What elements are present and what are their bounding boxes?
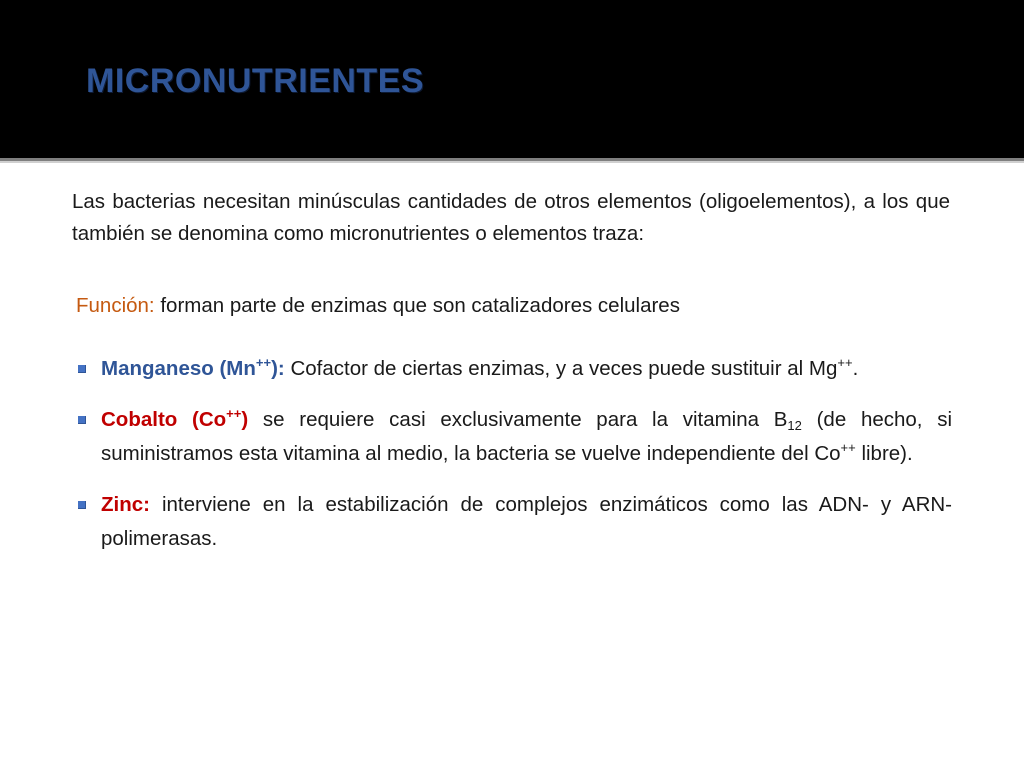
- term-manganeso: [101, 357, 285, 380]
- function-text: forman parte de enzimas que son catalizadores celulares: [160, 294, 680, 317]
- cobalto-description-b: (de hecho, si suministramos esta vitamina al medio, la bacteria se vuelve independiente del Co: [101, 408, 952, 465]
- intro-paragraph: Las bacterias necesitan minúsculas cantidades de otros elementos (oligoelementos), a los que también se denomina como micronutrientes o elementos traza:: [72, 190, 950, 245]
- cobalto-co-charge: ++: [840, 440, 856, 455]
- term-cobalto-end: ): [241, 408, 249, 431]
- slide-title: MICRONUTRIENTES: [86, 62, 425, 100]
- square-bullet-icon: [78, 501, 86, 509]
- cobalto-vitamin-sub: 12: [787, 418, 802, 433]
- cobalto-description-c: libre).: [861, 442, 913, 465]
- manganeso-description: Cofactor de ciertas enzimas, y a veces puede sustituir al Mg: [290, 357, 838, 380]
- micronutrient-list: [76, 352, 952, 573]
- term-cobalto: [101, 408, 248, 431]
- function-label: Función:: [76, 294, 155, 317]
- list-item-manganeso: [76, 352, 952, 386]
- term-manganeso-name: Manganeso (Mn: [101, 357, 256, 380]
- list-item-cobalto: [76, 403, 952, 471]
- manganeso-mg-charge: ++: [837, 355, 853, 370]
- term-cobalto-name: Cobalto (Co: [101, 408, 227, 431]
- square-bullet-icon: [78, 416, 86, 424]
- title-divider-light: [0, 161, 1024, 163]
- zinc-description: interviene en la estabilización de complejos enzimáticos como las ADN- y ARN-polimerasas.: [101, 493, 953, 550]
- function-line: [76, 291, 680, 321]
- term-manganeso-charge: ++: [255, 355, 272, 370]
- cobalto-description-a: se requiere casi exclusivamente para la vitamina B: [262, 408, 788, 431]
- square-bullet-icon: [78, 365, 86, 373]
- manganeso-end: .: [852, 357, 859, 380]
- term-manganeso-end: ):: [271, 357, 285, 380]
- term-zinc: Zinc:: [101, 493, 150, 516]
- title-bar: [0, 0, 1024, 158]
- term-cobalto-charge: ++: [226, 406, 242, 421]
- list-item-zinc: [76, 488, 952, 556]
